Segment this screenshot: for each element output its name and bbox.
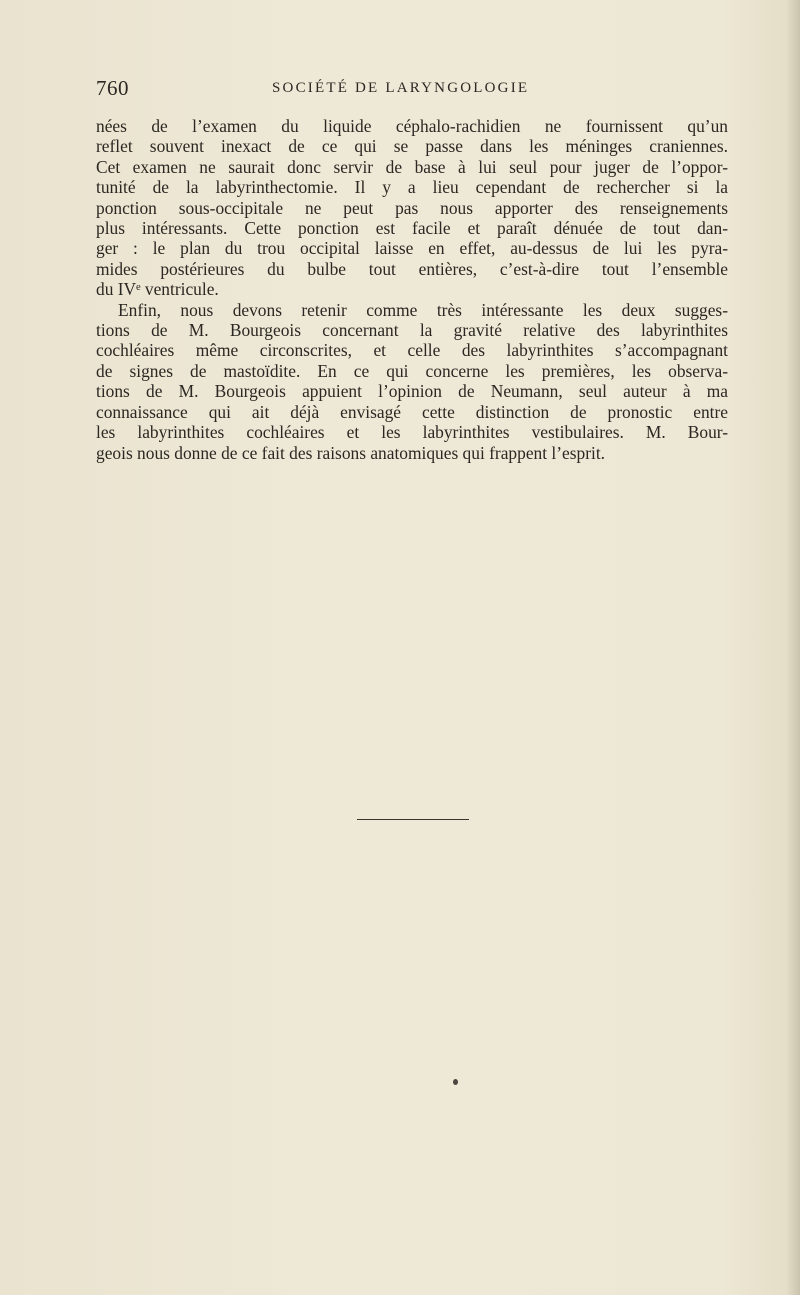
text-line: les labyrinthites cochléaires et les labyrinthites vestibulaires. M. Bour- <box>96 422 728 443</box>
text-line: tions de M. Bourgeois appuient l’opinion de Neumann, seul auteur à ma <box>96 381 728 402</box>
text-line: nées de l’examen du liquide céphalo-rachidien ne fournissent qu’un <box>96 116 728 136</box>
text-line: cochléaires même circonscrites, et celle des labyrinthites s’accompagnant <box>96 340 728 361</box>
text-line: ponction sous-occipitale ne peut pas nous apporter des renseignements <box>96 197 728 218</box>
text-line: reflet souvent inexact de ce qui se passe dans les méninges craniennes. <box>96 136 728 157</box>
text-line: tions de M. Bourgeois concernant la gravité relative des labyrinthites <box>96 320 728 341</box>
text-line: geois nous donne de ce fait des raisons anatomiques qui frappent l’esprit. <box>96 442 606 463</box>
text-line: Cet examen ne saurait donc servir de base à lui seul pour juger de l’oppor- <box>96 156 728 177</box>
text-line: mides postérieures du bulbe tout entières, c’est-à-dire tout l’ensemble <box>96 258 728 279</box>
section-end-rule <box>357 819 469 820</box>
body-text <box>96 116 728 463</box>
text-line: de signes de mastoïdite. En ce qui concerne les premières, les observa- <box>96 360 728 381</box>
text-line: du IVᵉ ventricule. <box>96 279 219 300</box>
text-line: Enfin, nous devons retenir comme très intéressante les deux sugges- <box>118 299 728 320</box>
paragraph-2 <box>96 300 728 463</box>
text-line: ger : le plan du trou occipital laisse en effet, au-dessus de lui les pyra- <box>96 238 728 259</box>
running-head: SOCIÉTÉ DE LARYNGOLOGIE <box>272 80 530 96</box>
ink-speck <box>453 1079 458 1085</box>
text-line: plus intéressants. Cette ponction est facile et paraît dénuée de tout dan- <box>96 218 728 239</box>
paragraph-1 <box>96 116 728 300</box>
page-header <box>96 76 706 102</box>
text-line: connaissance qui ait déjà envisagé cette distinction de pronostic entre <box>96 401 728 422</box>
text-line: tunité de la labyrinthectomie. Il y a lieu cependant de rechercher si la <box>96 177 728 198</box>
page-edge-shadow <box>786 0 800 1295</box>
page-number: 760 <box>96 76 129 100</box>
